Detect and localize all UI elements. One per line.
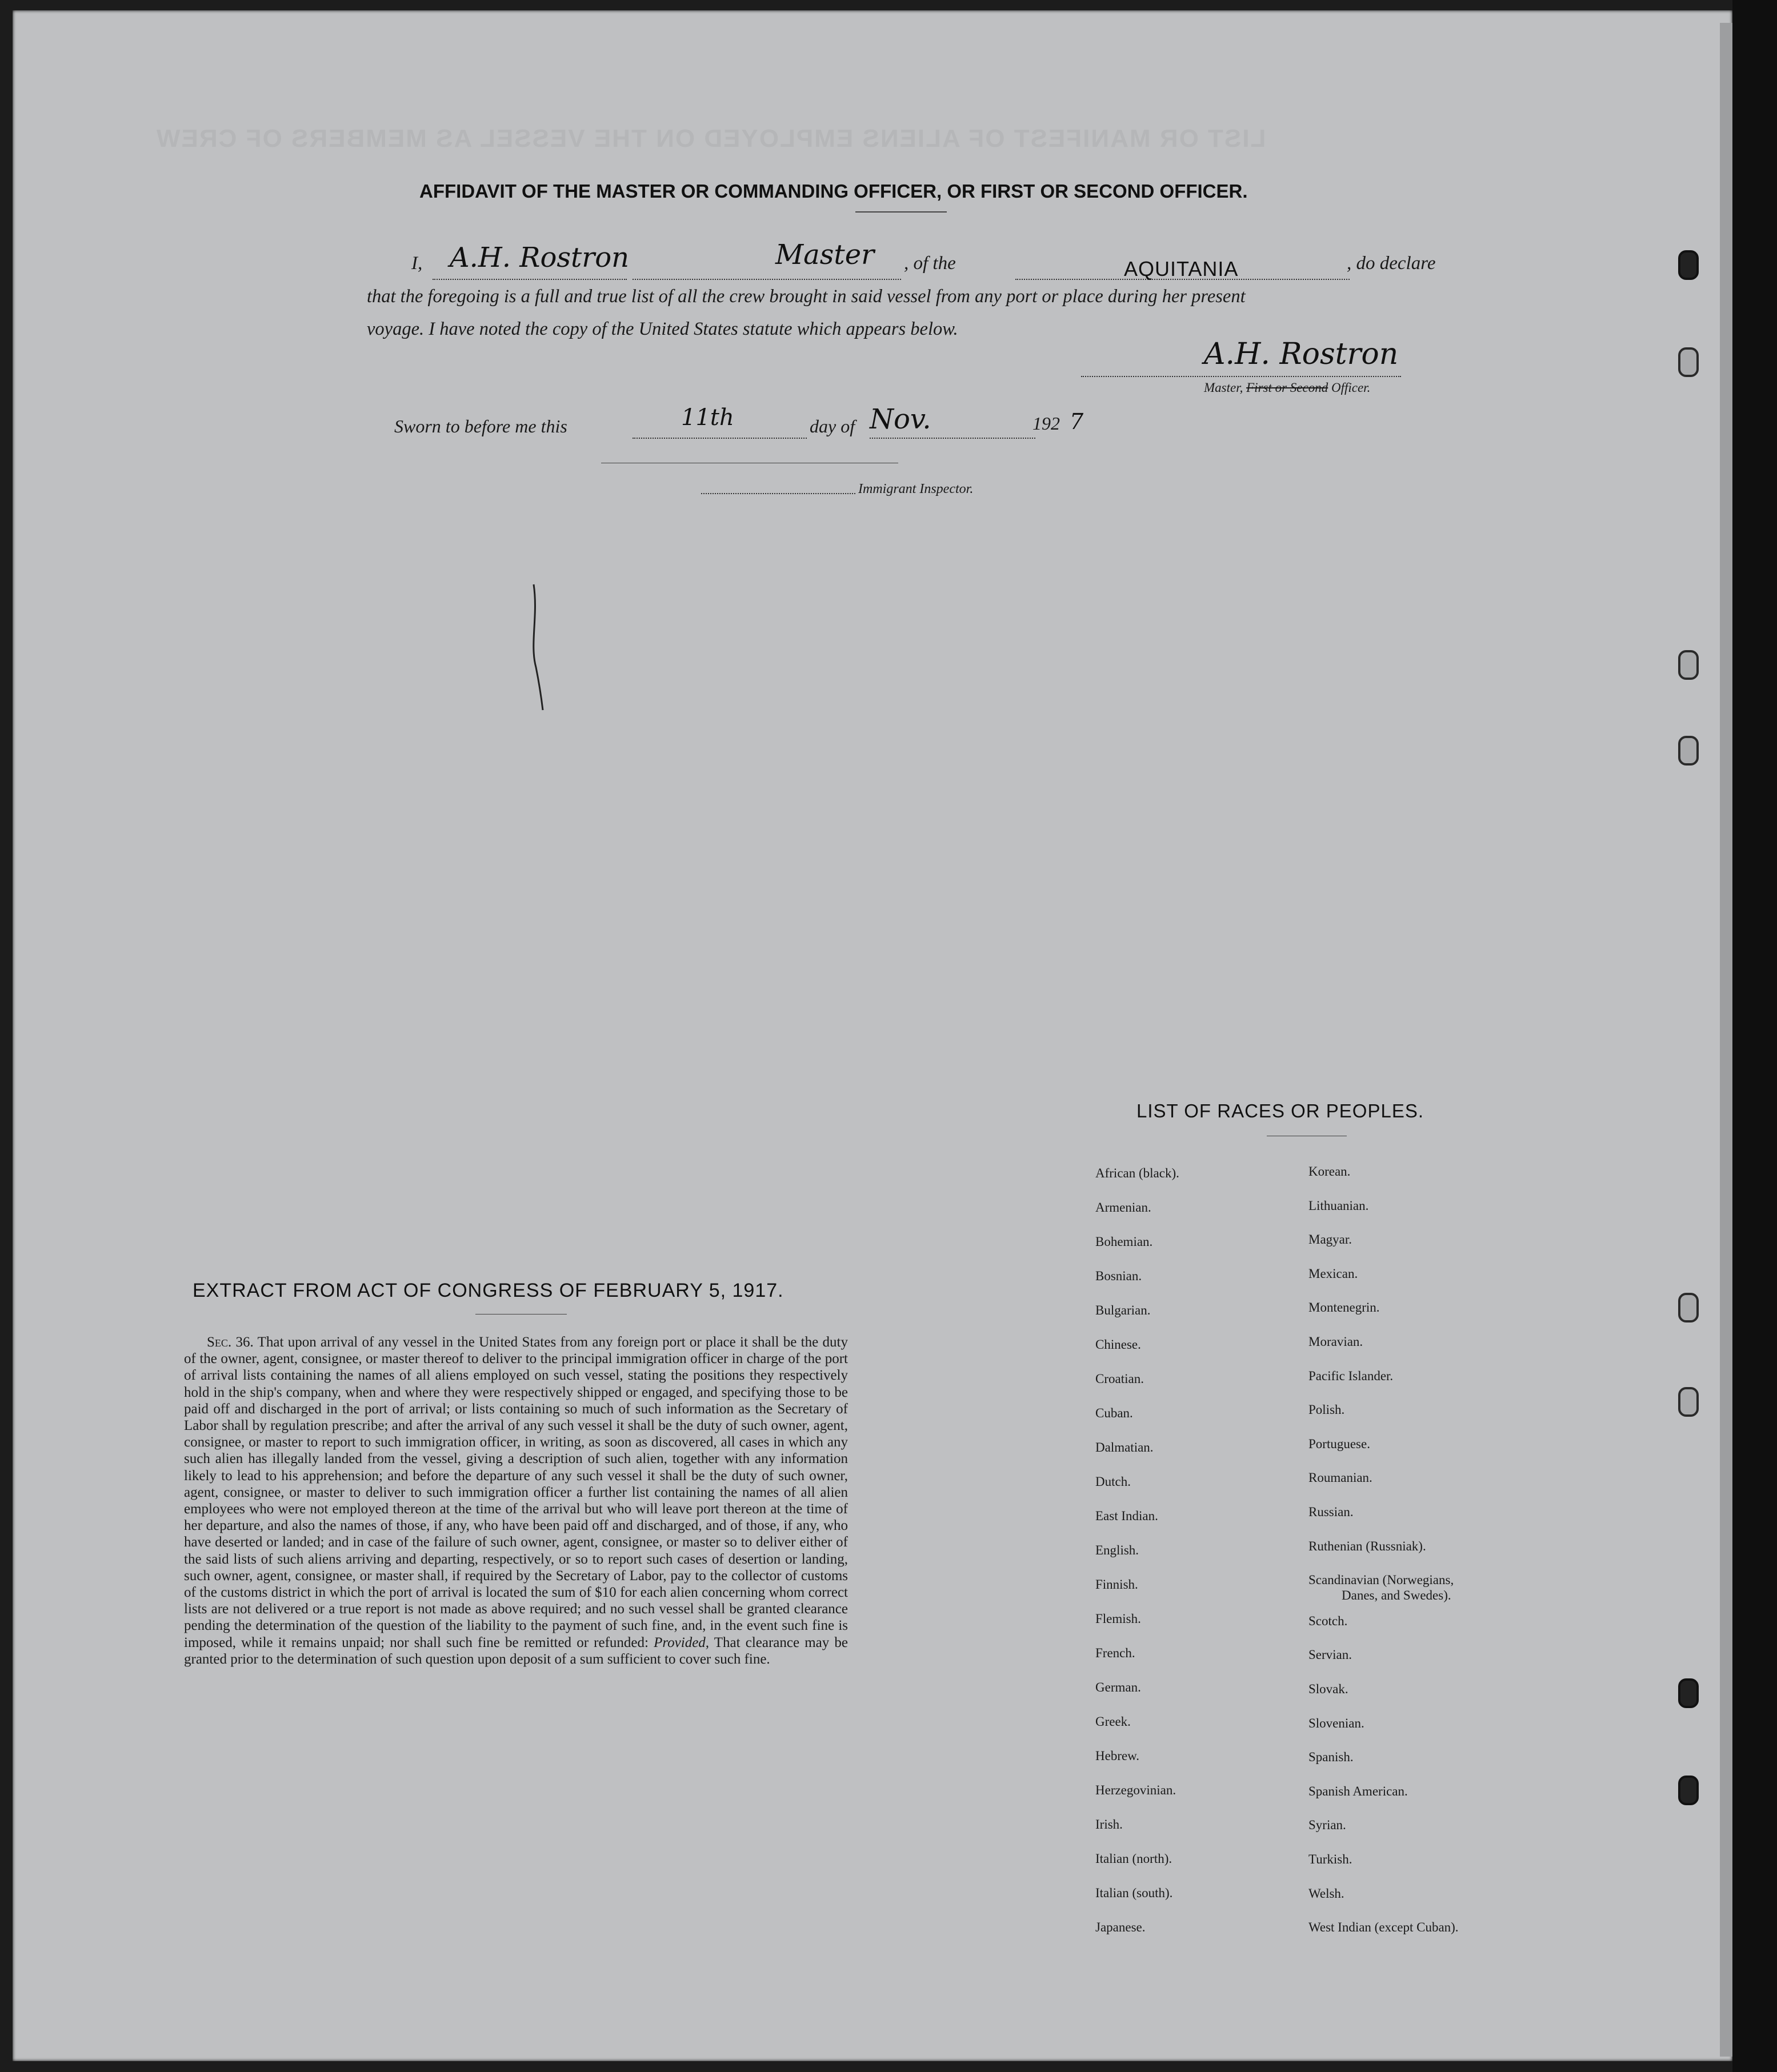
affidavit-line-2: that the foregoing is a full and true list of all the crew brought in said vessel from any port or place during her present	[367, 286, 1246, 307]
year-prefix: 192	[1032, 413, 1060, 434]
race-item: Montenegrin.	[1308, 1300, 1380, 1314]
affidavit-heading: AFFIDAVIT OF THE MASTER OR COMMANDING OFFICER, OR FIRST OR SECOND OFFICER.	[419, 181, 1248, 202]
rank-handwritten: Master	[775, 239, 875, 271]
race-item: German.	[1095, 1680, 1141, 1694]
sworn-day-line	[633, 438, 807, 439]
signature-caption-officer: Officer.	[1331, 380, 1371, 395]
scan-border	[1732, 0, 1777, 2072]
manifest-page	[13, 10, 1732, 2061]
affidavit-intro: I,	[411, 253, 423, 274]
vessel-name: AQUITANIA	[1124, 257, 1239, 280]
race-item: Ruthenian (Russniak).	[1308, 1539, 1426, 1553]
race-item: Chinese.	[1095, 1337, 1141, 1352]
race-item: Italian (north).	[1095, 1851, 1172, 1866]
race-item: Cuban.	[1095, 1406, 1133, 1420]
day-of-text: day of	[810, 416, 855, 436]
race-item: Scotch.	[1308, 1614, 1348, 1628]
race-item: Croatian.	[1095, 1372, 1144, 1386]
race-item: Dalmatian.	[1095, 1440, 1154, 1454]
master-signature: A.H. Rostron	[1204, 337, 1399, 371]
sworn-text: Sworn to before me this	[394, 416, 567, 436]
extract-text-2: That clearance may be granted prior to the determination of such question upon deposit of a sum sufficient to cover such fine.	[184, 1634, 848, 1667]
race-item: Polish.	[1308, 1402, 1345, 1417]
do-declare-text: , do declare	[1347, 253, 1436, 274]
race-item: East Indian.	[1095, 1509, 1158, 1523]
extract-text-1: That upon arrival of any vessel in the United States from any foreign port or place it shall be the duty of the owner, agent, consignee, or master thereof to deliver to the principal immigration officer in charge of the port of arrival lists containing the names of all aliens employed on such vessel, stating the positions they respectively hold in the ship's company, when and where they were respectively shipped or engaged, and specifying those to be paid off and discharged in the port of arrival; or lists containing so much of such information as the Secretary of Labor shall by regulation prescribe; and after the arrival of any such vessel it shall be the duty of such owner, agent, consignee, or master to report to such immigration officer, in writing, as soon as discovered, all cases in which any such alien has illegally landed from the vessel, giving a description of such alien, together with any information likely to lead to his apprehension; and before the departure of any such vessel it shall be the duty of such owner, agent, consignee, or master to deliver to such immigration officer a further list containing the names of all alien employees who were not employed thereon at the time of the arrival but who will leave port thereon at the time of her departure, and also the names of those, if any, who have been paid off and discharged, and of those, if any, who have deserted or landed; and in case of the failure of such owner, agent, consignee, or master so to deliver either of the said lists of such aliens arriving and departing, respectively, or so to report such cases of desertion or landing, such owner, agent, consignee, or master shall, if required by the Secretary of Labor, pay to the collector of customs of the customs district in which the port of arrival is located the sum of $10 for each alien concerning whom correct lists are not delivered or a true report is not made as above required; and no such vessel shall be granted clearance pending the determination of the question of the liability to the payment of such fine, and, in the event such fine is imposed, while it remains unpaid; nor shall such fine be remitted or refunded:	[184, 1334, 848, 1650]
race-item: Greek.	[1095, 1714, 1131, 1729]
race-item: Portuguese.	[1308, 1437, 1370, 1451]
race-item: Bohemian.	[1095, 1235, 1153, 1249]
year-handwritten: 7	[1070, 409, 1084, 434]
binder-hole	[1678, 1678, 1699, 1708]
binder-hole	[1678, 347, 1699, 377]
race-item: Bulgarian.	[1095, 1303, 1151, 1317]
extract-heading: EXTRACT FROM ACT OF CONGRESS OF FEBRUARY 5, 1917.	[193, 1280, 784, 1301]
signature-caption	[1204, 380, 1370, 395]
race-item: Spanish American.	[1308, 1784, 1408, 1798]
sworn-month-line	[870, 438, 1035, 439]
race-item: English.	[1095, 1543, 1139, 1557]
inspector-signature-line	[701, 493, 855, 494]
race-item: Welsh.	[1308, 1886, 1344, 1901]
affidavit-heading-rule	[855, 211, 947, 213]
binder-hole	[1678, 1293, 1699, 1322]
bleed-through-header: LIST OR MANIFEST OF ALIENS EMPLOYED ON THE VESSEL AS MEMBERS OF CREW	[155, 125, 1266, 153]
race-item: Armenian.	[1095, 1200, 1151, 1215]
race-item: Herzegovinian.	[1095, 1783, 1176, 1797]
master-name-handwritten: A.H. Rostron	[450, 242, 630, 274]
of-the-text: , of the	[904, 253, 956, 274]
race-item: Moravian.	[1308, 1334, 1363, 1349]
binder-hole	[1678, 250, 1699, 280]
race-item: Servian.	[1308, 1648, 1352, 1662]
race-item: French.	[1095, 1646, 1135, 1660]
race-item: Finnish.	[1095, 1577, 1138, 1592]
sworn-month-handwritten: Nov.	[870, 403, 931, 435]
race-item: Spanish.	[1308, 1750, 1354, 1764]
binder-hole	[1678, 736, 1699, 766]
binder-hole	[1678, 650, 1699, 680]
binder-hole	[1678, 1776, 1699, 1805]
race-item: African (black).	[1095, 1166, 1179, 1180]
race-item: West Indian (except Cuban).	[1308, 1920, 1459, 1934]
race-item: Magyar.	[1308, 1232, 1352, 1247]
signature-caption-master: Master,	[1204, 380, 1243, 395]
race-item: Flemish.	[1095, 1612, 1141, 1626]
race-item: Korean.	[1308, 1164, 1351, 1179]
pen-mark	[527, 582, 550, 713]
race-item: Slovak.	[1308, 1682, 1348, 1696]
signature-line	[1081, 376, 1401, 377]
race-item: Pacific Islander.	[1308, 1369, 1394, 1383]
race-item: Hebrew.	[1095, 1749, 1140, 1763]
race-item: Irish.	[1095, 1817, 1123, 1831]
inspector-caption: Immigrant Inspector.	[858, 482, 974, 496]
page-edge-strip	[1720, 23, 1732, 2057]
race-item: Bosnian.	[1095, 1269, 1142, 1283]
race-item: Lithuanian.	[1308, 1199, 1369, 1213]
race-item: Danes, and Swedes).	[1342, 1588, 1451, 1602]
race-item: Dutch.	[1095, 1474, 1131, 1489]
signature-caption-struck: First or Second	[1246, 380, 1328, 395]
affidavit-line-3: voyage. I have noted the copy of the United States statute which appears below.	[367, 319, 958, 339]
sworn-day-handwritten: 11th	[681, 404, 734, 431]
extract-sec-label: Sec. 36.	[207, 1334, 254, 1350]
rank-line	[633, 279, 901, 280]
race-item: Mexican.	[1308, 1267, 1358, 1281]
extract-provided: Provided,	[654, 1634, 710, 1650]
race-item: Syrian.	[1308, 1818, 1346, 1832]
binder-hole	[1678, 1387, 1699, 1417]
race-item: Japanese.	[1095, 1920, 1146, 1934]
races-heading: LIST OF RACES OR PEOPLES.	[1136, 1100, 1424, 1121]
race-item: Scandinavian (Norwegians,	[1308, 1573, 1454, 1587]
race-item: Turkish.	[1308, 1852, 1352, 1866]
race-item: Slovenian.	[1308, 1716, 1364, 1730]
race-item: Russian.	[1308, 1505, 1354, 1519]
race-item: Italian (south).	[1095, 1886, 1173, 1900]
name-line	[433, 279, 627, 280]
race-item: Roumanian.	[1308, 1470, 1372, 1485]
extract-body	[184, 1334, 848, 1668]
